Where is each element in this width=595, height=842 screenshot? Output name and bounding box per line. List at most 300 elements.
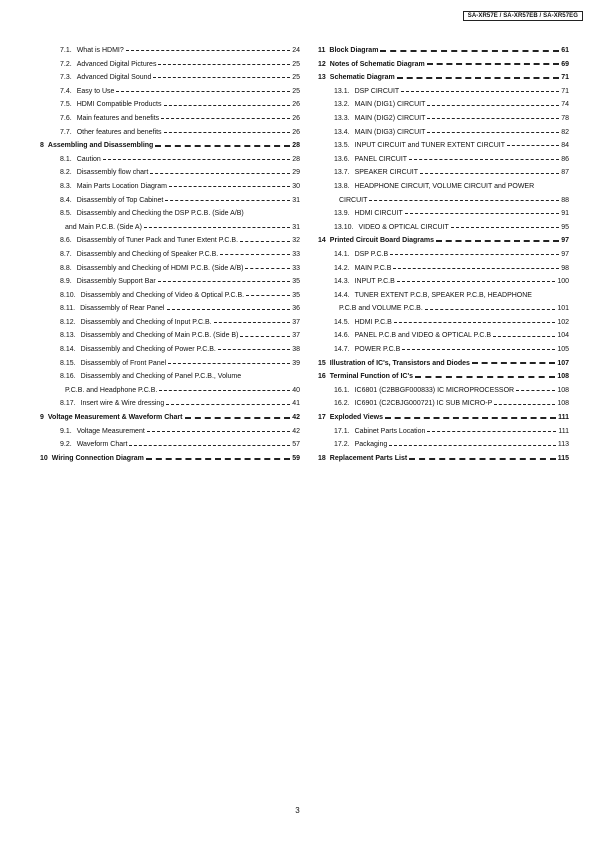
- toc-dot-leader: [385, 417, 556, 419]
- toc-entry-number: 8.1.: [60, 155, 72, 163]
- toc-entry-number: 7.7.: [60, 128, 72, 136]
- toc-dot-leader: [169, 186, 290, 187]
- toc-entry-title: POWER P.C.B: [354, 346, 401, 354]
- toc-subsection-entry[interactable]: [40, 234, 300, 248]
- toc-section-entry[interactable]: [318, 411, 569, 425]
- toc-dot-leader: [427, 105, 559, 106]
- toc-entry-title: Assembling and Disassembling: [47, 142, 154, 150]
- toc-subsection-entry[interactable]: [318, 126, 569, 140]
- table-of-contents: [0, 44, 595, 504]
- toc-dot-leader: [168, 363, 290, 364]
- toc-entry-number: 8.7.: [60, 250, 72, 258]
- toc-entry-number: 14.6.: [334, 332, 350, 340]
- toc-entry-page: 102: [557, 318, 569, 326]
- toc-subsection-entry[interactable]: [318, 85, 569, 99]
- toc-entry-number: 8.12.: [60, 318, 76, 326]
- toc-dot-leader: [150, 173, 290, 174]
- toc-subsection-entry[interactable]: [40, 262, 300, 276]
- toc-entry-number: 8.10.: [60, 291, 76, 299]
- toc-entry-title: P.C.B. and Headphone P.C.B.: [65, 386, 158, 394]
- toc-section-entry[interactable]: [318, 58, 569, 72]
- toc-subsection-entry[interactable]: [318, 329, 569, 343]
- toc-entry-number: 14.5.: [334, 318, 350, 326]
- toc-entry-page: 111: [558, 427, 569, 435]
- toc-entry-title: Wiring Connection Diagram: [51, 454, 144, 462]
- toc-dot-leader: [451, 227, 559, 228]
- toc-entry-number: 8.9.: [60, 278, 72, 286]
- toc-entry-title: Printed Circuit Board Diagrams: [329, 237, 435, 245]
- toc-entry-title: TUNER EXTENT P.C.B, SPEAKER P.C.B, HEADPHONE: [354, 291, 532, 299]
- toc-entry-number: 9.2.: [60, 441, 72, 449]
- toc-entry-title: Disassembly Support Bar: [76, 278, 156, 286]
- toc-entry-page: 37: [292, 332, 300, 340]
- toc-subsection-entry[interactable]: [40, 316, 300, 330]
- toc-entry-number: 16: [318, 373, 326, 381]
- toc-entry-number: 8.6.: [60, 237, 72, 245]
- toc-entry-page: 35: [292, 291, 300, 299]
- toc-dot-leader: [246, 295, 290, 296]
- toc-dot-leader: [116, 91, 290, 92]
- toc-section-entry[interactable]: [40, 139, 300, 153]
- toc-entry-page: 105: [557, 346, 569, 354]
- toc-dot-leader: [240, 336, 290, 337]
- toc-entry-page: 28: [292, 155, 300, 163]
- toc-entry-title: Other features and benefits: [76, 128, 162, 136]
- toc-subsection-entry[interactable]: [318, 98, 569, 112]
- toc-entry-title: Block Diagram: [329, 47, 379, 54]
- toc-entry-title: Disassembly and Checking of Panel P.C.B., Volume: [80, 373, 242, 381]
- toc-entry-page: 33: [292, 250, 300, 258]
- toc-entry-title: Disassembly and Checking of HDMI P.C.B. (Side A/B): [76, 264, 244, 272]
- toc-entry-page: 111: [558, 414, 569, 422]
- toc-dot-leader: [245, 268, 290, 269]
- toc-subsection-entry[interactable]: [318, 262, 569, 276]
- toc-subsection-entry[interactable]: [40, 126, 300, 140]
- toc-dot-leader: [420, 173, 559, 174]
- toc-entry-page: 113: [557, 441, 569, 449]
- toc-dot-leader: [166, 404, 290, 405]
- toc-dot-leader: [507, 145, 559, 146]
- toc-subsection-entry[interactable]: [40, 85, 300, 99]
- toc-entry-page: 97: [561, 237, 569, 245]
- toc-entry-title: Notes of Schematic Diagram: [329, 60, 425, 68]
- toc-subsection-entry[interactable]: [318, 112, 569, 126]
- toc-entry-number: 13.4.: [334, 128, 350, 136]
- toc-dot-leader: [436, 240, 559, 242]
- toc-left-column: [40, 44, 300, 465]
- toc-subsection-entry[interactable]: [40, 248, 300, 262]
- toc-dot-leader: [397, 281, 556, 282]
- toc-entry-page: 29: [292, 169, 300, 177]
- toc-entry-title: Disassembly and Checking of Main P.C.B. (Side B): [80, 332, 239, 340]
- toc-subsection-entry[interactable]: [318, 153, 569, 167]
- toc-entry-number: 16.2.: [334, 400, 350, 408]
- toc-entry-page: 33: [292, 264, 300, 272]
- toc-subsection-entry[interactable]: [40, 71, 300, 85]
- toc-dot-leader: [516, 390, 555, 391]
- toc-section-entry[interactable]: [318, 71, 569, 85]
- toc-right-column: [318, 44, 569, 465]
- toc-subsection-entry[interactable]: [40, 153, 300, 167]
- toc-entry-title: Disassembly of Rear Panel: [80, 305, 165, 313]
- toc-entry-number: 10: [40, 454, 48, 462]
- toc-subsection-entry[interactable]: [40, 112, 300, 126]
- toc-subsection-entry[interactable]: [318, 425, 569, 439]
- toc-entry-number: 8.16.: [60, 373, 76, 381]
- toc-subsection-entry[interactable]: [40, 425, 300, 439]
- toc-subsection-entry[interactable]: [318, 302, 569, 316]
- toc-dot-leader: [401, 91, 559, 92]
- toc-entry-title: IC6801 (C2BBGF000833) IC MICROPROCESSOR: [354, 386, 515, 394]
- toc-subsection-entry[interactable]: [318, 384, 569, 398]
- toc-entry-page: 30: [292, 182, 300, 190]
- toc-subsection-entry[interactable]: [40, 207, 300, 221]
- toc-entry-page: 25: [292, 74, 300, 82]
- toc-entry-page: 108: [557, 386, 569, 394]
- toc-entry-number: 17.2.: [334, 441, 350, 449]
- toc-entry-number: 7.5.: [60, 101, 72, 109]
- toc-dot-leader: [103, 159, 290, 160]
- toc-entry-number: 15: [318, 359, 326, 367]
- toc-subsection-entry[interactable]: [318, 180, 569, 194]
- toc-entry-number: 9: [40, 414, 44, 422]
- toc-entry-number: 13.1.: [334, 87, 350, 95]
- toc-entry-page: 87: [561, 169, 569, 177]
- toc-subsection-entry[interactable]: [318, 139, 569, 153]
- toc-entry-number: 13: [318, 74, 326, 82]
- toc-entry-number: 8.15.: [60, 359, 76, 367]
- toc-entry-page: 95: [561, 223, 569, 231]
- toc-entry-number: 18: [318, 454, 326, 462]
- toc-entry-title: Easy to Use: [76, 87, 115, 95]
- toc-subsection-entry[interactable]: [40, 384, 300, 398]
- toc-entry-number: 7.4.: [60, 87, 72, 95]
- toc-entry-page: 38: [292, 346, 300, 354]
- toc-subsection-entry[interactable]: [40, 194, 300, 208]
- toc-entry-page: 104: [557, 332, 569, 340]
- toc-entry-page: 40: [292, 386, 300, 394]
- toc-entry-page: 78: [561, 114, 569, 122]
- toc-entry-title: CIRCUIT: [339, 196, 368, 204]
- toc-subsection-entry[interactable]: [318, 343, 569, 357]
- toc-entry-page: 24: [292, 47, 300, 54]
- toc-entry-page: 37: [292, 318, 300, 326]
- toc-entry-page: 97: [561, 250, 569, 258]
- toc-dot-leader: [164, 132, 291, 133]
- toc-dot-leader: [146, 458, 290, 460]
- toc-subsection-entry[interactable]: [40, 58, 300, 72]
- toc-dot-leader: [165, 200, 290, 201]
- toc-section-entry[interactable]: [318, 370, 569, 384]
- toc-entry-title: Disassembly and Checking the DSP P.C.B. (Side A/B): [76, 210, 244, 218]
- toc-entry-page: 84: [561, 142, 569, 150]
- toc-entry-title: Disassembly and Checking of Input P.C.B.: [80, 318, 212, 326]
- toc-entry-number: 8.3.: [60, 182, 72, 190]
- toc-entry-page: 108: [557, 373, 569, 381]
- toc-subsection-entry[interactable]: [318, 289, 569, 303]
- toc-subsection-entry[interactable]: [40, 98, 300, 112]
- toc-dot-leader: [409, 159, 559, 160]
- toc-entry-number: 17.1.: [334, 427, 350, 435]
- toc-subsection-entry[interactable]: [40, 275, 300, 289]
- toc-entry-page: 25: [292, 87, 300, 95]
- toc-dot-leader: [158, 64, 290, 65]
- toc-entry-number: 8.14.: [60, 346, 76, 354]
- toc-dot-leader: [389, 445, 556, 446]
- toc-entry-page: 26: [292, 114, 300, 122]
- toc-dot-leader: [220, 254, 290, 255]
- toc-entry-title: P.C.B and VOLUME P.C.B.: [339, 305, 423, 313]
- toc-entry-number: 14.2.: [334, 264, 350, 272]
- toc-section-entry[interactable]: [318, 44, 569, 58]
- toc-entry-title: Main Parts Location Diagram: [76, 182, 167, 190]
- toc-entry-title: PANEL CIRCUIT: [354, 155, 408, 163]
- toc-dot-leader: [415, 376, 555, 378]
- toc-dot-leader: [427, 118, 559, 119]
- toc-dot-leader: [155, 145, 290, 147]
- toc-dot-leader: [218, 349, 290, 350]
- toc-entry-number: 17: [318, 414, 326, 422]
- toc-section-entry[interactable]: [318, 357, 569, 371]
- toc-entry-number: 7.1.: [60, 47, 72, 54]
- toc-entry-page: 31: [292, 196, 300, 204]
- toc-entry-page: 25: [292, 60, 300, 68]
- toc-entry-title: DSP CIRCUIT: [354, 87, 400, 95]
- toc-entry-title: Disassembly of Front Panel: [80, 359, 167, 367]
- toc-entry-number: 9.1.: [60, 427, 72, 435]
- toc-subsection-entry[interactable]: [40, 180, 300, 194]
- toc-entry-number: 8.8.: [60, 264, 72, 272]
- toc-entry-number: 14.4.: [334, 291, 350, 299]
- toc-entry-number: 13.8.: [334, 182, 350, 190]
- toc-subsection-entry[interactable]: [318, 194, 569, 208]
- toc-entry-title: VIDEO & OPTICAL CIRCUIT: [358, 223, 449, 231]
- toc-subsection-entry[interactable]: [40, 329, 300, 343]
- toc-entry-page: 98: [561, 264, 569, 272]
- toc-entry-page: 61: [561, 47, 569, 54]
- toc-subsection-entry[interactable]: [318, 397, 569, 411]
- toc-entry-page: 88: [561, 196, 569, 204]
- toc-entry-number: 13.3.: [334, 114, 350, 122]
- toc-subsection-entry[interactable]: [318, 316, 569, 330]
- toc-entry-number: 12: [318, 60, 326, 68]
- toc-entry-page: 91: [561, 210, 569, 218]
- toc-dot-leader: [147, 431, 290, 432]
- page-number: 3: [295, 806, 300, 815]
- toc-entry-page: 57: [292, 441, 300, 449]
- toc-entry-title: Voltage Measurement: [76, 427, 145, 435]
- toc-entry-number: 7.3.: [60, 74, 72, 82]
- toc-dot-leader: [214, 322, 291, 323]
- toc-subsection-entry[interactable]: [40, 166, 300, 180]
- toc-subsection-entry[interactable]: [40, 221, 300, 235]
- toc-entry-title: Insert wire & Wire dressing: [80, 400, 165, 408]
- toc-entry-title: Disassembly and Checking of Power P.C.B.: [80, 346, 216, 354]
- toc-dot-leader: [402, 349, 555, 350]
- toc-entry-title: MAIN (DIG3) CIRCUIT: [354, 128, 426, 136]
- toc-dot-leader: [129, 445, 290, 446]
- toc-entry-title: INPUT P.C.B: [354, 278, 395, 286]
- toc-dot-leader: [153, 77, 290, 78]
- toc-entry-number: 8.2.: [60, 169, 72, 177]
- toc-dot-leader: [164, 105, 291, 106]
- toc-subsection-entry[interactable]: [40, 343, 300, 357]
- toc-subsection-entry[interactable]: [40, 397, 300, 411]
- toc-subsection-entry[interactable]: [318, 166, 569, 180]
- toc-entry-title: HDMI P.C.B: [354, 318, 392, 326]
- toc-subsection-entry[interactable]: [40, 438, 300, 452]
- toc-entry-number: 14: [318, 237, 326, 245]
- toc-subsection-entry[interactable]: [318, 438, 569, 452]
- toc-dot-leader: [405, 213, 559, 214]
- toc-subsection-entry[interactable]: [318, 221, 569, 235]
- toc-entry-page: 36: [292, 305, 300, 313]
- toc-subsection-entry[interactable]: [40, 302, 300, 316]
- toc-entry-title: Disassembly of Tuner Pack and Tuner Extent P.C.B.: [76, 237, 239, 245]
- toc-entry-title: Caution: [76, 155, 101, 163]
- toc-dot-leader: [185, 417, 291, 419]
- toc-entry-number: 8.17.: [60, 400, 76, 408]
- toc-entry-number: 14.1.: [334, 250, 350, 258]
- toc-entry-page: 101: [557, 305, 569, 313]
- toc-entry-number: 8.13.: [60, 332, 76, 340]
- toc-entry-title: and Main P.C.B. (Side A): [65, 223, 142, 231]
- toc-entry-title: Cabinet Parts Location: [354, 427, 426, 435]
- toc-entry-title: Terminal Function of IC's: [329, 373, 414, 381]
- toc-entry-title: Packaging: [354, 441, 388, 449]
- toc-subsection-entry[interactable]: [318, 275, 569, 289]
- toc-entry-title: IC6901 (C2CBJG000721) IC SUB MICRO-P: [354, 400, 493, 408]
- toc-dot-leader: [427, 431, 556, 432]
- toc-entry-title: Advanced Digital Sound: [76, 74, 152, 82]
- toc-entry-title: Disassembly of Top Cabinet: [76, 196, 164, 204]
- toc-entry-title: What is HDMI?: [76, 47, 124, 54]
- toc-entry-number: 7.2.: [60, 60, 72, 68]
- toc-entry-title: HDMI Compatible Products: [76, 101, 162, 109]
- model-number-text: SA-XR57E / SA-XR57EB / SA-XR57EG: [467, 13, 578, 19]
- toc-dot-leader: [397, 77, 559, 79]
- toc-entry-title: Illustration of IC's, Transistors and Diodes: [329, 359, 470, 367]
- toc-entry-page: 100: [557, 278, 569, 286]
- toc-dot-leader: [161, 118, 290, 119]
- toc-entry-number: 14.7.: [334, 346, 350, 354]
- toc-entry-title: Waveform Chart: [76, 441, 128, 449]
- toc-entry-number: 8.11.: [60, 305, 76, 313]
- toc-entry-page: 59: [292, 454, 300, 462]
- toc-dot-leader: [472, 362, 555, 364]
- toc-section-entry[interactable]: [318, 452, 569, 466]
- toc-entry-page: 35: [292, 278, 300, 286]
- toc-entry-title: Advanced Digital Pictures: [76, 60, 157, 68]
- toc-entry-page: 115: [557, 454, 569, 462]
- toc-entry-page: 42: [292, 427, 300, 435]
- toc-entry-title: HEADPHONE CIRCUIT, VOLUME CIRCUIT and POWER: [354, 182, 535, 190]
- toc-section-entry[interactable]: [318, 234, 569, 248]
- toc-entry-number: 7.6.: [60, 114, 72, 122]
- toc-dot-leader: [144, 227, 290, 228]
- toc-entry-page: 28: [292, 142, 300, 150]
- toc-entry-title: Replacement Parts List: [329, 454, 408, 462]
- toc-entry-page: 42: [292, 414, 300, 422]
- toc-dot-leader: [409, 458, 555, 460]
- toc-entry-title: Exploded Views: [329, 414, 383, 422]
- toc-subsection-entry[interactable]: [318, 248, 569, 262]
- toc-dot-leader: [240, 241, 290, 242]
- toc-entry-page: 26: [292, 101, 300, 109]
- toc-dot-leader: [493, 336, 555, 337]
- toc-entry-title: Disassembly and Checking of Video & Optical P.C.B.: [80, 291, 245, 299]
- toc-entry-page: 86: [561, 155, 569, 163]
- toc-dot-leader: [494, 404, 555, 405]
- toc-entry-title: Disassembly and Checking of Speaker P.C.B.: [76, 250, 219, 258]
- toc-entry-number: 8.5.: [60, 210, 72, 218]
- toc-entry-title: INPUT CIRCUIT and TUNER EXTENT CIRCUIT: [354, 142, 505, 150]
- toc-entry-number: 14.3.: [334, 278, 350, 286]
- toc-dot-leader: [159, 390, 290, 391]
- toc-entry-title: Voltage Measurement & Waveform Chart: [47, 414, 183, 422]
- toc-dot-leader: [126, 50, 290, 51]
- toc-entry-number: 8.4.: [60, 196, 72, 204]
- toc-dot-leader: [427, 63, 559, 65]
- toc-entry-page: 71: [561, 87, 569, 95]
- toc-entry-title: SPEAKER CIRCUIT: [354, 169, 418, 177]
- toc-entry-title: Main features and benefits: [76, 114, 160, 122]
- toc-entry-page: 32: [292, 237, 300, 245]
- toc-entry-page: 26: [292, 128, 300, 136]
- toc-entry-page: 71: [561, 74, 569, 82]
- toc-entry-number: 13.2.: [334, 101, 350, 109]
- toc-entry-title: PANEL P.C.B and VIDEO & OPTICAL P.C.B: [354, 332, 492, 340]
- toc-entry-number: 8: [40, 142, 44, 150]
- toc-entry-number: 13.9.: [334, 210, 350, 218]
- toc-dot-leader: [167, 309, 291, 310]
- toc-subsection-entry[interactable]: [318, 207, 569, 221]
- toc-entry-title: DSP P.C.B: [354, 250, 389, 258]
- toc-entry-page: 31: [292, 223, 300, 231]
- toc-subsection-entry[interactable]: [40, 44, 300, 58]
- toc-section-entry[interactable]: [40, 411, 300, 425]
- toc-subsection-entry[interactable]: [40, 357, 300, 371]
- toc-entry-title: Schematic Diagram: [329, 74, 395, 82]
- toc-entry-number: 13.7.: [334, 169, 350, 177]
- toc-dot-leader: [390, 254, 559, 255]
- model-number-box: [463, 11, 583, 21]
- toc-entry-title: HDMI CIRCUIT: [354, 210, 403, 218]
- toc-entry-page: 69: [561, 60, 569, 68]
- toc-entry-title: MAIN (DIG2) CIRCUIT: [354, 114, 426, 122]
- toc-dot-leader: [158, 281, 291, 282]
- toc-dot-leader: [394, 322, 556, 323]
- toc-section-entry[interactable]: [40, 452, 300, 466]
- toc-entry-number: 13.10.: [334, 223, 354, 231]
- toc-dot-leader: [369, 200, 559, 201]
- toc-dot-leader: [393, 268, 559, 269]
- toc-entry-number: 13.6.: [334, 155, 350, 163]
- toc-subsection-entry[interactable]: [40, 370, 300, 384]
- toc-entry-number: 13.5.: [334, 142, 350, 150]
- toc-entry-number: 16.1.: [334, 386, 350, 394]
- toc-dot-leader: [380, 50, 559, 52]
- toc-entry-page: 107: [557, 359, 569, 367]
- toc-entry-number: 11: [318, 47, 326, 54]
- toc-entry-page: 39: [292, 359, 300, 367]
- toc-entry-page: 82: [561, 128, 569, 136]
- toc-dot-leader: [425, 309, 556, 310]
- toc-dot-leader: [427, 132, 559, 133]
- toc-entry-page: 74: [561, 101, 569, 109]
- toc-subsection-entry[interactable]: [40, 289, 300, 303]
- toc-entry-page: 108: [557, 400, 569, 408]
